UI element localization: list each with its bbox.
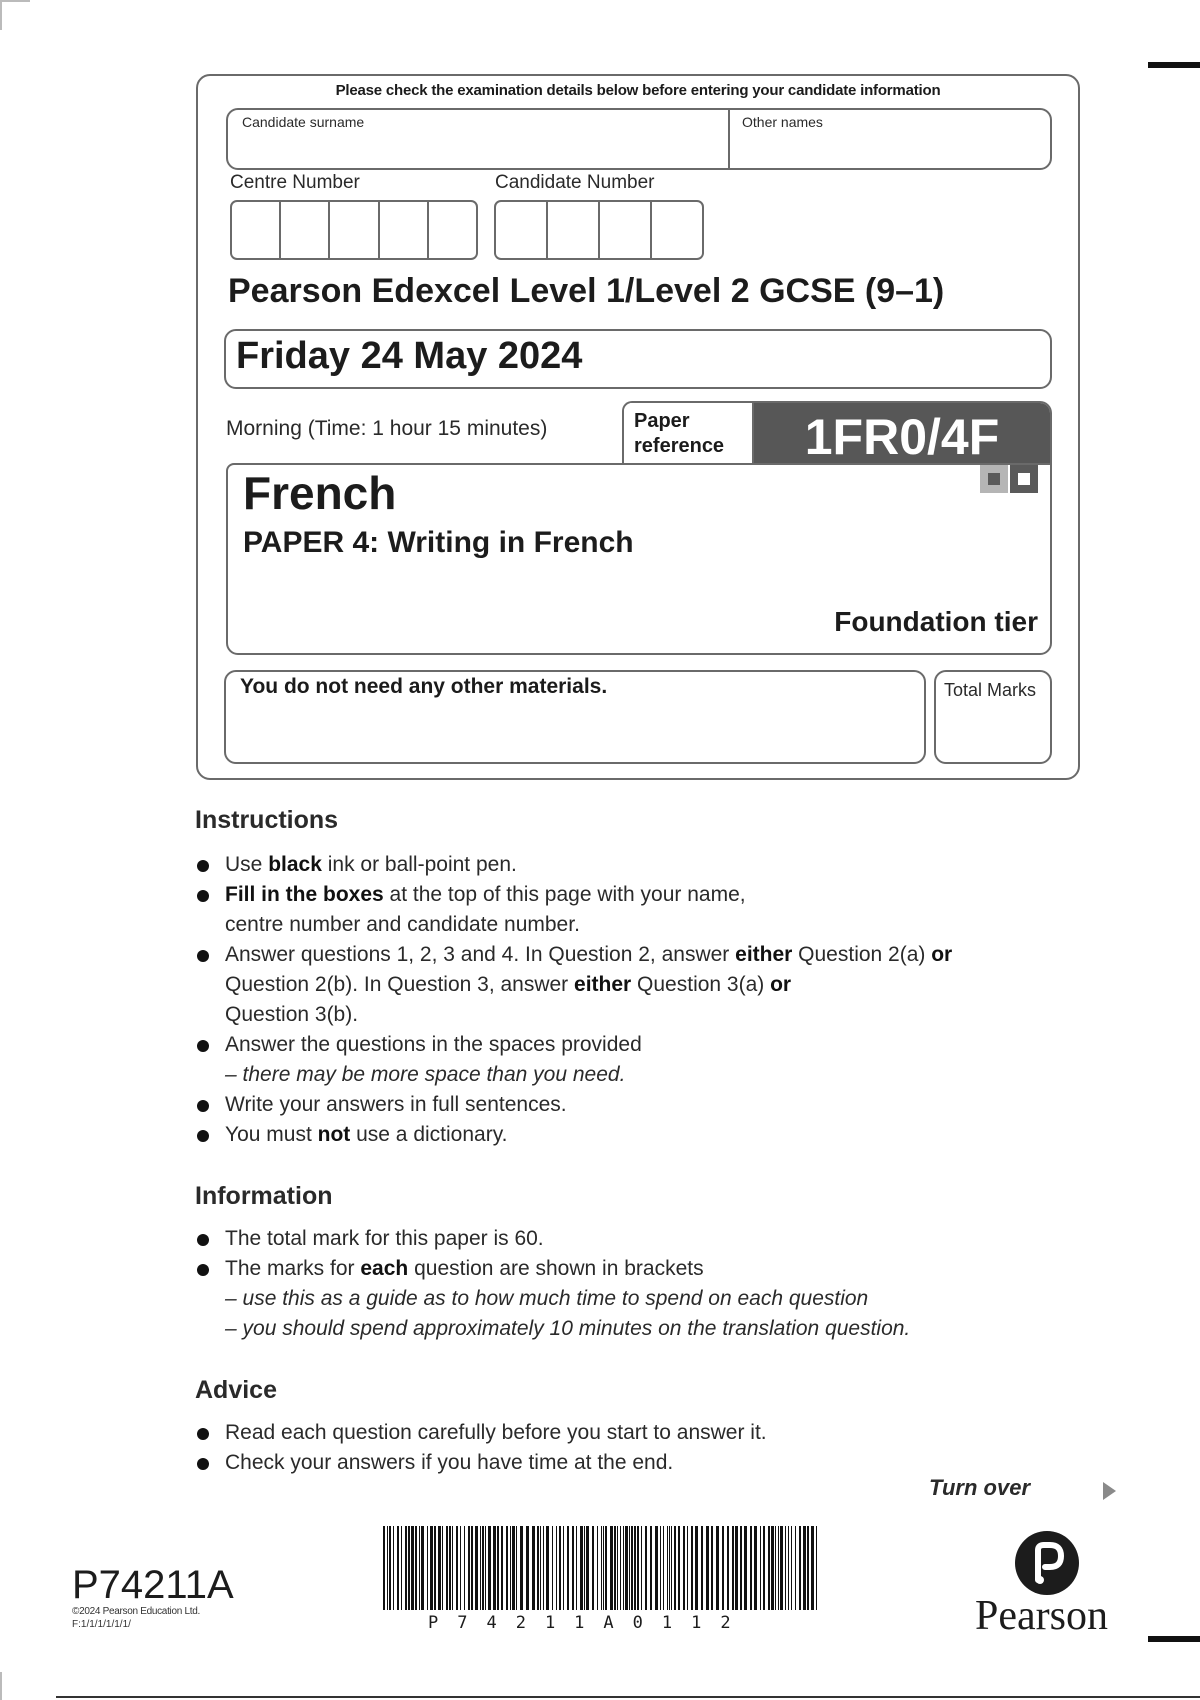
barcode-bar: [799, 1526, 801, 1610]
barcode-bar: [597, 1526, 598, 1610]
barcode-bar: [614, 1526, 616, 1610]
centre-number-cell[interactable]: [380, 202, 429, 258]
barcode-bar: [471, 1526, 473, 1610]
barcode-bar: [744, 1526, 747, 1610]
barcode-bar: [701, 1526, 703, 1610]
barcode-bar: [780, 1526, 783, 1610]
barcode-bar: [475, 1526, 478, 1610]
qualification-title: Pearson Edexcel Level 1/Level 2 GCSE (9–1): [228, 272, 945, 310]
barcode-bar: [563, 1526, 564, 1610]
barcode-bar: [460, 1526, 461, 1610]
barcode-bar: [434, 1526, 436, 1610]
list-item: The total mark for this paper is 60.: [195, 1224, 1095, 1254]
barcode-bar: [493, 1526, 496, 1610]
crop-mark-bottom-left: [0, 1672, 2, 1700]
candidate-number-label: Candidate Number: [495, 172, 655, 193]
barcode-bar: [572, 1526, 574, 1610]
list-item: Use black ink or ball-point pen.: [195, 850, 1095, 880]
tier-label: Foundation tier: [834, 606, 1038, 637]
paper-reference-label-line1: Paper: [634, 410, 690, 432]
barcode-bar: [421, 1526, 424, 1610]
crop-mark-top-left-h: [0, 0, 30, 2]
barcode-bar: [468, 1526, 470, 1610]
paper-code: P74211A: [72, 1563, 234, 1607]
centre-number-cell[interactable]: [330, 202, 379, 258]
barcode-bar: [405, 1526, 407, 1610]
centre-number-boxes[interactable]: [230, 200, 478, 260]
barcode-bar: [480, 1526, 481, 1610]
turn-over-arrow-icon: [1103, 1482, 1116, 1500]
turn-over-label: Turn over: [928, 1475, 1030, 1500]
barcode-bar: [788, 1526, 789, 1610]
instructions-heading: Instructions: [195, 806, 339, 834]
check-instruction: Please check the examination details below before entering your candidate information: [335, 82, 941, 99]
barcode-bar: [383, 1526, 385, 1610]
crop-mark-bottom-right: [1148, 1636, 1200, 1642]
barcode-bar: [501, 1526, 503, 1610]
barcode-bar: [449, 1526, 451, 1610]
barcode-bar: [540, 1526, 541, 1610]
barcode-bar: [586, 1526, 589, 1610]
barcode-bar: [795, 1526, 796, 1610]
barcode-bar: [623, 1526, 624, 1610]
centre-number-cell[interactable]: [281, 202, 330, 258]
barcode-bar: [667, 1526, 668, 1610]
barcode-bar: [446, 1526, 448, 1610]
barcode-bar: [631, 1526, 633, 1610]
barcode-bar: [584, 1526, 585, 1610]
instructions-list: [195, 850, 1095, 1150]
barcode-bar: [576, 1526, 577, 1610]
tier-marker-inner: [988, 473, 1000, 485]
barcode-bar: [559, 1526, 561, 1610]
barcode-bar: [580, 1526, 583, 1610]
barcode-bar: [397, 1526, 399, 1610]
barcode-bar: [485, 1526, 486, 1610]
barcode-bar: [727, 1526, 729, 1610]
print-code: F:1/1/1/1/1/1/: [72, 1619, 131, 1630]
barcode-bar: [711, 1526, 713, 1610]
barcode-bar: [683, 1526, 685, 1610]
barcode-bar: [510, 1526, 511, 1610]
barcode-bar: [671, 1526, 672, 1610]
crop-mark-top-right: [1148, 62, 1200, 68]
barcode-bar: [687, 1526, 688, 1610]
barcode-bar: [512, 1526, 515, 1610]
exam-session: Morning (Time: 1 hour 15 minutes): [226, 417, 548, 440]
barcode-bar: [605, 1526, 607, 1610]
paper-reference-box: [622, 401, 1052, 465]
copyright-notice: ©2024 Pearson Education Ltd.: [72, 1606, 200, 1617]
barcode-bar: [740, 1526, 742, 1610]
barcode-bar: [506, 1526, 508, 1610]
list-item: Answer questions 1, 2, 3 and 4. In Question 2, answer either Question 2(a) or Question 2(b). In Question 3, answer either Question 3(a) or Question 3(b).: [195, 940, 1095, 1030]
barcode-bar: [660, 1526, 661, 1610]
barcode-bar: [567, 1526, 569, 1610]
tier-marker-inner: [1018, 473, 1030, 485]
centre-number-label: Centre Number: [230, 172, 360, 193]
barcode-bar: [695, 1526, 698, 1610]
information-heading: Information: [195, 1182, 333, 1210]
barcode-bar: [763, 1526, 765, 1610]
paper-reference-code: 1FR0/4F: [754, 403, 1050, 465]
barcode-digits: P74211A0112: [428, 1613, 750, 1633]
barcode-bar: [655, 1526, 658, 1610]
barcode-bar: [537, 1526, 539, 1610]
barcode-bar: [663, 1526, 664, 1610]
list-item: Answer the questions in the spaces provided – there may be more space than you need.: [195, 1030, 1095, 1090]
candidate-number-cell[interactable]: [548, 202, 600, 258]
barcode-bar: [722, 1526, 724, 1610]
tier-marker-dark-square: [1010, 465, 1038, 493]
pearson-p-logo-icon: [1014, 1530, 1080, 1596]
barcode-bar: [393, 1526, 394, 1610]
barcode-bar: [601, 1526, 602, 1610]
barcode-bar: [750, 1526, 752, 1610]
subject-title: French: [243, 467, 397, 519]
barcode-bar: [592, 1526, 594, 1610]
barcode-bar: [716, 1526, 719, 1610]
barcode-bar: [674, 1526, 676, 1610]
barcode-bar: [785, 1526, 786, 1610]
barcode-bar: [641, 1526, 642, 1610]
barcode-bar: [415, 1526, 417, 1610]
barcode-bar: [816, 1526, 817, 1610]
barcode-bar: [811, 1526, 814, 1610]
other-names-label: Other names: [742, 114, 823, 130]
barcode-bar: [775, 1526, 776, 1610]
barcode-bar: [552, 1526, 553, 1610]
bottom-rule: [56, 1696, 1200, 1698]
barcode-bar: [603, 1526, 604, 1610]
barcode-bar: [389, 1526, 391, 1610]
barcode-bar: [637, 1526, 639, 1610]
barcode-bar: [617, 1526, 618, 1610]
barcode-bar: [691, 1526, 693, 1610]
barcode-bar: [760, 1526, 761, 1610]
barcode-bar: [634, 1526, 636, 1610]
barcode-bar: [678, 1526, 680, 1610]
barcode-bar: [706, 1526, 709, 1610]
candidate-number-boxes[interactable]: [494, 200, 704, 260]
centre-number-cell[interactable]: [429, 202, 476, 258]
barcode-bar: [625, 1526, 628, 1610]
list-item: The marks for each question are shown in brackets – use this as a guide as to how much time to spend on each question – you should spend approximately 10 minutes on the translation question.: [195, 1254, 1095, 1344]
barcode-bar: [452, 1526, 453, 1610]
barcode-bar: [532, 1526, 535, 1610]
barcode-bar: [610, 1526, 613, 1610]
barcode-bar: [543, 1526, 544, 1610]
centre-number-cell[interactable]: [232, 202, 281, 258]
barcode-bar: [456, 1526, 458, 1610]
barcode-bar: [791, 1526, 792, 1610]
list-item: Write your answers in full sentences.: [195, 1090, 1095, 1120]
information-list: [195, 1224, 1095, 1344]
paper-reference-label-line2: reference: [634, 435, 725, 457]
barcode: [383, 1526, 819, 1610]
barcode-bar: [427, 1526, 428, 1610]
barcode-bar: [771, 1526, 774, 1610]
barcode-bar: [754, 1526, 757, 1610]
candidate-number-cell[interactable]: [652, 202, 702, 258]
candidate-number-cell[interactable]: [600, 202, 652, 258]
candidate-number-cell[interactable]: [496, 202, 548, 258]
barcode-bar: [438, 1526, 441, 1610]
barcode-bar: [629, 1526, 630, 1610]
barcode-bar: [408, 1526, 410, 1610]
barcode-bar: [768, 1526, 770, 1610]
barcode-bar: [497, 1526, 499, 1610]
barcode-bar: [645, 1526, 647, 1610]
barcode-bar: [807, 1526, 809, 1610]
list-item: Check your answers if you have time at the end.: [195, 1448, 1095, 1478]
barcode-bar: [735, 1526, 738, 1610]
name-box-divider: [728, 110, 730, 168]
advice-heading: Advice: [195, 1376, 277, 1404]
total-marks-label: Total Marks: [944, 680, 1037, 700]
tier-marker-light-square: [980, 465, 1008, 493]
pearson-wordmark: Pearson: [975, 1593, 1108, 1639]
barcode-bar: [732, 1526, 734, 1610]
list-item: You must not use a dictionary.: [195, 1120, 1095, 1150]
barcode-bar: [488, 1526, 491, 1610]
barcode-bar: [546, 1526, 549, 1610]
candidate-surname-label: Candidate surname: [242, 114, 365, 130]
barcode-bar: [401, 1526, 402, 1610]
materials-text: You do not need any other materials.: [240, 675, 608, 698]
barcode-bar: [411, 1526, 414, 1610]
barcode-bar: [556, 1526, 557, 1610]
barcode-bar: [482, 1526, 484, 1610]
barcode-bar: [442, 1526, 443, 1610]
list-item: Fill in the boxes at the top of this page with your name, centre number and candidate number.: [195, 880, 1095, 940]
barcode-bar: [669, 1526, 670, 1610]
barcode-bar: [620, 1526, 621, 1610]
barcode-bar: [430, 1526, 433, 1610]
barcode-bar: [520, 1526, 523, 1610]
barcode-bar: [387, 1526, 388, 1610]
barcode-bar: [419, 1526, 420, 1610]
barcode-bar: [464, 1526, 465, 1610]
paper-title: PAPER 4: Writing in French: [243, 526, 634, 559]
barcode-bar: [650, 1526, 652, 1610]
exam-date: Friday 24 May 2024: [236, 335, 583, 377]
barcode-bar: [526, 1526, 529, 1610]
barcode-bar: [803, 1526, 806, 1610]
paper-reference-label: [624, 403, 754, 465]
crop-mark-top-left-v: [0, 0, 2, 30]
list-item: Read each question carefully before you start to answer it.: [195, 1418, 1095, 1448]
barcode-bar: [516, 1526, 517, 1610]
barcode-bar: [778, 1526, 779, 1610]
advice-list: [195, 1418, 1095, 1478]
